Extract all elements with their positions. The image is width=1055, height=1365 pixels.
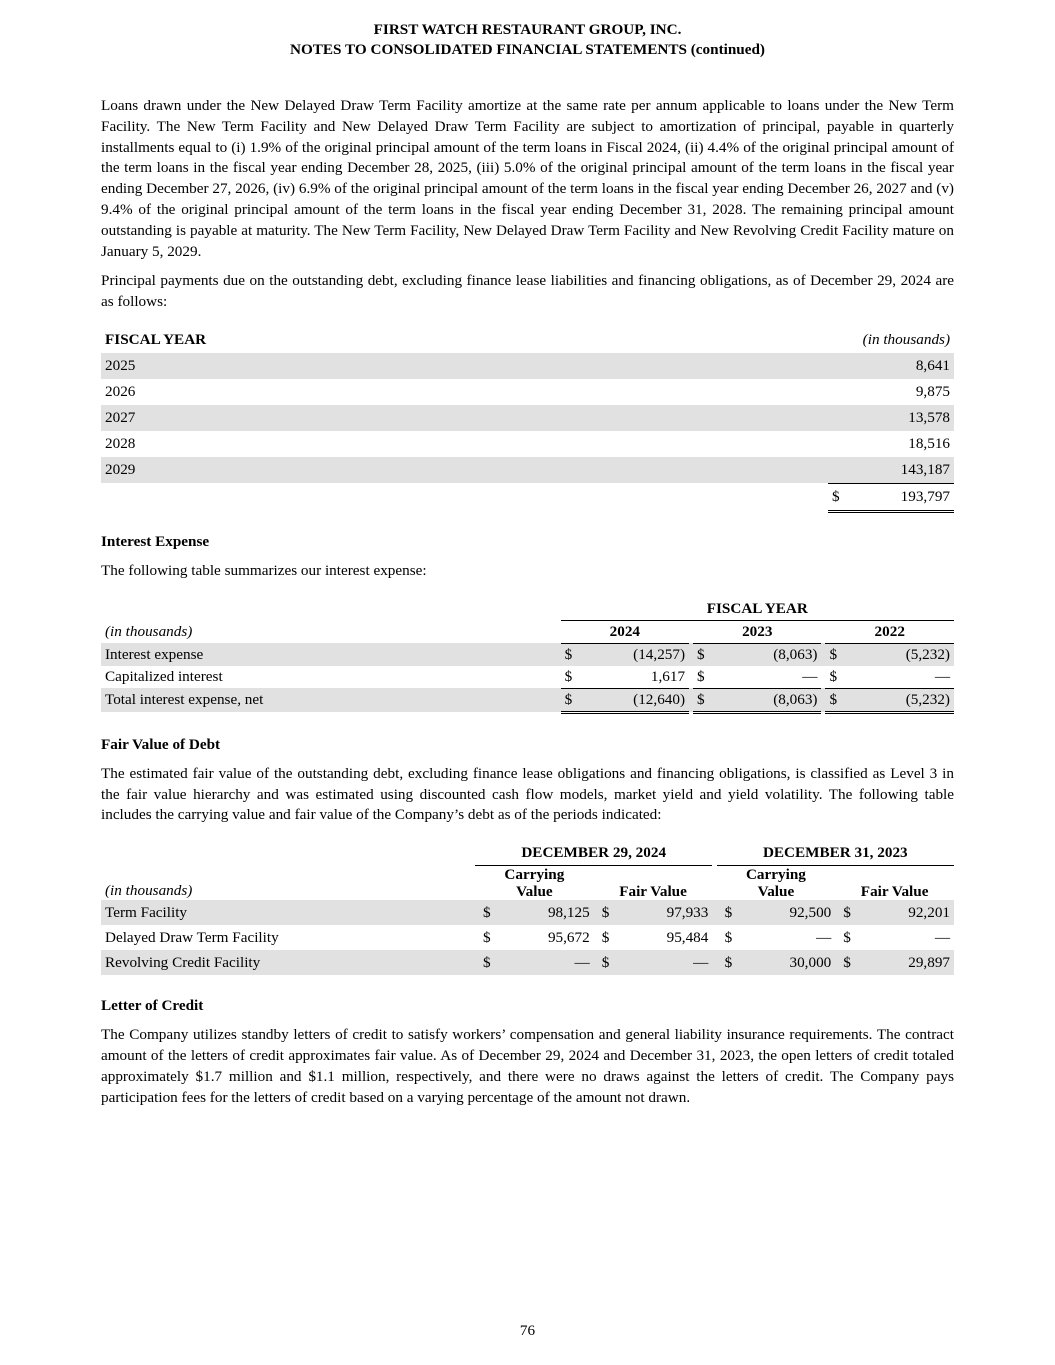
interest-expense-heading: Interest Expense xyxy=(101,532,210,550)
group-header-2024: DECEMBER 29, 2024 xyxy=(475,840,712,866)
value-cell: — xyxy=(816,928,832,946)
value-column-header: Carrying Value xyxy=(745,866,806,901)
table-row xyxy=(101,688,954,712)
currency-symbol: $ xyxy=(475,900,500,925)
value-column-header: Fair Value xyxy=(860,883,929,901)
table-row xyxy=(101,379,954,405)
currency-symbol: $ xyxy=(825,643,845,666)
year-column-header: 2023 xyxy=(693,620,821,643)
row-label: Capitalized interest xyxy=(105,668,223,686)
spacer-cell xyxy=(828,431,846,457)
value-cell: (5,232) xyxy=(846,643,954,666)
currency-symbol: $ xyxy=(835,950,860,975)
value-cell: — xyxy=(802,667,818,685)
fiscal-year-group-header: FISCAL YEAR xyxy=(561,598,954,621)
fiscal-year-cell: 2027 xyxy=(101,405,828,431)
value-cell: — xyxy=(934,667,950,685)
table-row xyxy=(101,405,954,431)
value-cell: 95,672 xyxy=(547,928,590,946)
value-cell: (8,063) xyxy=(713,688,821,712)
currency-symbol: $ xyxy=(561,688,581,712)
currency-symbol: $ xyxy=(483,928,491,946)
fiscal-year-cell: 2026 xyxy=(105,382,136,400)
value-cell: (12,640) xyxy=(581,688,689,712)
amount-cell: 18,516 xyxy=(908,434,950,452)
currency-symbol: $ xyxy=(717,950,742,975)
letter-of-credit-text: The Company utilizes standby letters of credit to satisfy workers’ compensation and general liability insurance requirements. The contract amount of the letters of credit approximates fair value. As of December 29, 2024 and December 31, 2023, the open letters of credit totaled approximately $1.7 million and $1.1 million, respectively, and there were no draws against the letters of credit. The Company pays participation fees for the letters of credit based on a varying percentage of the amount not drawn. xyxy=(101,1026,954,1106)
page-content xyxy=(101,96,954,1117)
currency-symbol: $ xyxy=(564,667,573,685)
table-row xyxy=(101,666,954,689)
value-cell: 30,000 xyxy=(742,950,835,975)
value-cell: 29,897 xyxy=(861,950,954,975)
fiscal-year-header: FISCAL YEAR xyxy=(105,330,207,348)
unit-label: (in thousands) xyxy=(105,622,193,640)
table-row xyxy=(101,353,954,379)
table-row xyxy=(101,431,954,457)
fair-value-heading: Fair Value of Debt xyxy=(101,735,221,753)
amount-cell: 9,875 xyxy=(915,382,950,400)
company-name: FIRST WATCH RESTAURANT GROUP, INC. xyxy=(373,21,682,38)
value-cell: 97,933 xyxy=(619,900,712,925)
unit-label: (in thousands) xyxy=(862,330,950,348)
table-row xyxy=(101,457,954,484)
table-row xyxy=(101,643,954,666)
fiscal-year-cell: 2025 xyxy=(101,353,828,379)
value-cell: 1,617 xyxy=(650,667,686,685)
currency-symbol: $ xyxy=(594,950,619,975)
table-row xyxy=(101,950,954,975)
currency-symbol: $ xyxy=(724,928,733,946)
spacer-cell xyxy=(828,379,846,405)
currency-symbol: $ xyxy=(843,928,851,946)
currency-symbol: $ xyxy=(835,900,860,925)
currency-symbol: $ xyxy=(697,667,705,685)
group-header-2023: DECEMBER 31, 2023 xyxy=(717,840,954,866)
value-cell: 98,125 xyxy=(500,900,593,925)
section-title: NOTES TO CONSOLIDATED FINANCIAL STATEMENTS (continued) xyxy=(290,41,765,58)
interest-expense-table xyxy=(101,598,954,714)
currency-symbol: $ xyxy=(693,643,713,666)
currency-symbol: $ xyxy=(594,900,619,925)
value-cell: 95,484 xyxy=(666,928,709,946)
interest-intro: The following table summarizes our interest expense: xyxy=(101,561,427,579)
currency-symbol: $ xyxy=(693,688,713,712)
principal-payments-table xyxy=(101,327,954,513)
currency-symbol: $ xyxy=(829,667,838,685)
value-column-header: Carrying Value xyxy=(504,866,565,901)
total-currency: $ xyxy=(828,483,846,511)
amount-cell: 143,187 xyxy=(846,457,954,484)
total-amount: 193,797 xyxy=(846,483,954,511)
value-cell: 92,500 xyxy=(742,900,835,925)
fair-value-text: The estimated fair value of the outstanding debt, excluding finance lease obligations and financing obligations, is classified as Level 3 in the fair value hierarchy and was estimated using discounted cash flow models, market yield and yield volatility. The following table includes the carrying value and fair value of the Company’s debt as of the periods indicated: xyxy=(101,764,954,824)
value-cell: (5,232) xyxy=(846,688,954,712)
letter-of-credit-heading: Letter of Credit xyxy=(101,997,204,1015)
page-number: 76 xyxy=(519,1322,536,1339)
value-cell: — xyxy=(500,950,593,975)
year-column-header: 2022 xyxy=(825,620,954,643)
value-cell: — xyxy=(619,950,712,975)
fiscal-year-cell: 2028 xyxy=(105,434,136,452)
row-label: Interest expense xyxy=(101,643,561,666)
row-label: Term Facility xyxy=(101,900,475,925)
value-cell: — xyxy=(934,928,950,946)
amount-cell: 13,578 xyxy=(846,405,954,431)
value-cell: (14,257) xyxy=(581,643,689,666)
spacer-cell xyxy=(828,457,846,484)
page-header xyxy=(0,20,1055,60)
spacer-cell xyxy=(828,405,846,431)
value-cell: 92,201 xyxy=(861,900,954,925)
unit-label: (in thousands) xyxy=(105,882,193,900)
fiscal-year-cell: 2029 xyxy=(101,457,828,484)
table-row xyxy=(101,900,954,925)
spacer-cell xyxy=(828,353,846,379)
value-column-header: Fair Value xyxy=(619,883,687,901)
year-column-header: 2024 xyxy=(561,620,689,643)
row-label: Total interest expense, net xyxy=(101,688,561,712)
paragraph-amortization: Loans drawn under the New Delayed Draw Term Facility amortize at the same rate per annum applicable to loans under the New Term Facility. The New Term Facility and New Delayed Draw Term Facility are subject to amortization of principal, payable in quarterly installments equal to (i) 1.9% of the original principal amount of the term loans in Fiscal 2024, (ii) 4.4% of the original principal amount of the term loans in the fiscal year ending December 28, 2025, (iii) 5.0% of the original principal amount of the term loans in the fiscal year ending December 27, 2026, (iv) 6.9% of the original principal amount of the term loans in the fiscal year ending December 26, 2027 and (v) 9.4% of the original principal amount of the term loans in the fiscal year ending December 31, 2028. The remaining principal amount outstanding is payable at maturity. The New Term Facility, New Delayed Draw Term Facility and New Revolving Credit Facility mature on January 5, 2029. xyxy=(101,97,954,260)
row-label: Revolving Credit Facility xyxy=(101,950,475,975)
currency-symbol: $ xyxy=(825,688,845,712)
fair-value-table xyxy=(101,840,954,975)
amount-cell: 8,641 xyxy=(846,353,954,379)
currency-symbol: $ xyxy=(561,643,581,666)
row-label: Delayed Draw Term Facility xyxy=(105,928,279,946)
table-row xyxy=(101,925,954,950)
currency-symbol: $ xyxy=(601,928,610,946)
paragraph-principal-payments: Principal payments due on the outstanding debt, excluding finance lease liabilities and financing obligations, as of December 29, 2024 are as follows: xyxy=(101,272,954,311)
currency-symbol: $ xyxy=(475,950,500,975)
value-cell: (8,063) xyxy=(713,643,821,666)
currency-symbol: $ xyxy=(717,900,742,925)
